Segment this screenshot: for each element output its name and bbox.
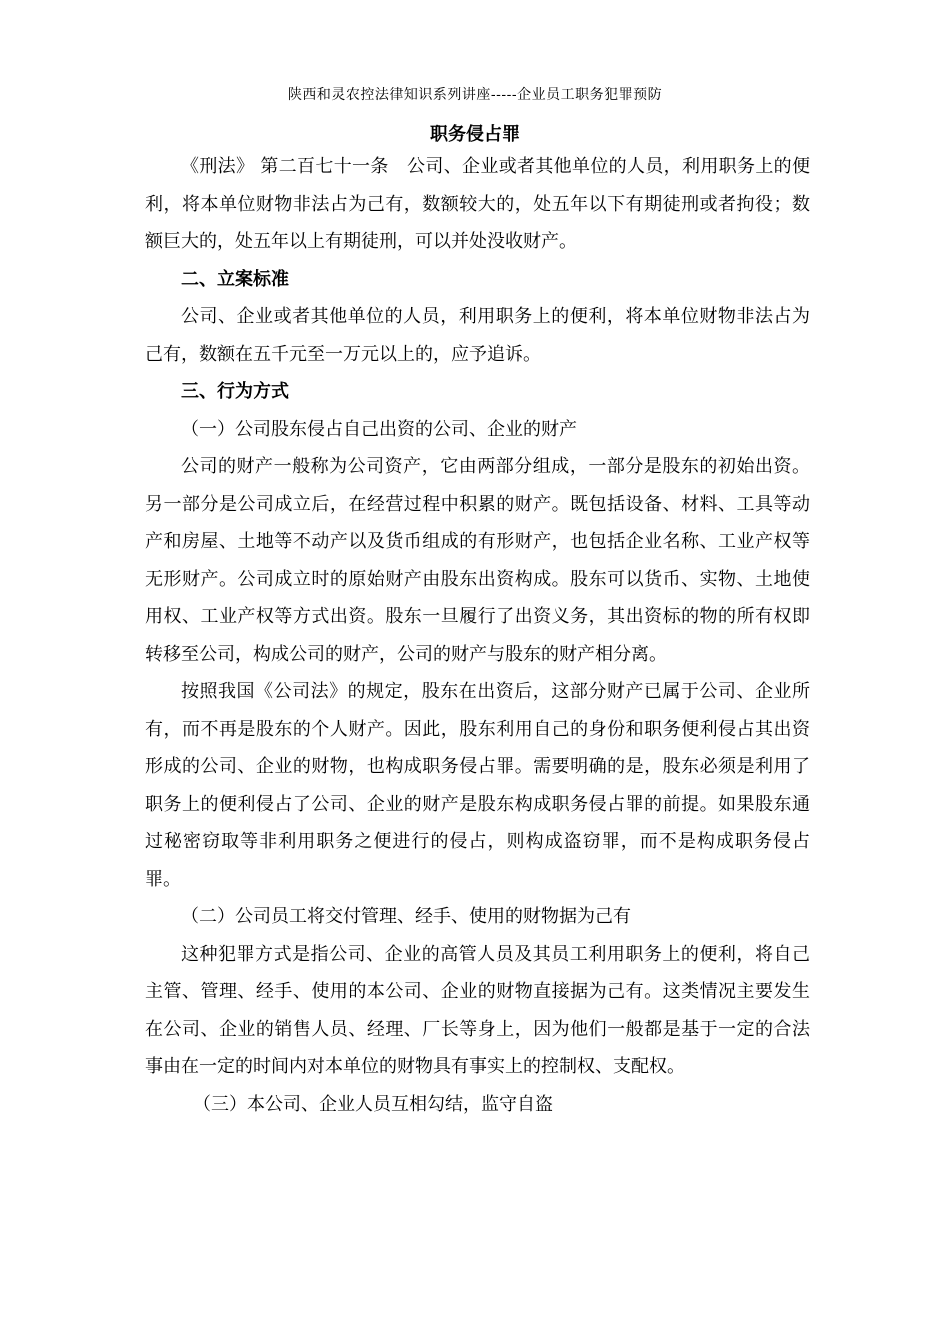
section-heading-behavior: 三、行为方式 xyxy=(181,381,289,402)
paragraph-law-article: 《刑法》 第二百七十一条 公司、企业或者其他单位的人员，利用职务上的便利，将本单位财物非法占为己有，数额较大的，处五年以下有期徒刑或者拘役；数额巨大的，处五年以上有期徒刑，可以并处没收财产。 xyxy=(145,156,810,252)
paragraph-filing-standard: 公司、企业或者其他单位的人员，利用职务上的便利，将本单位财物非法占为己有，数额在五千元至一万元以上的，应予追诉。 xyxy=(145,306,810,365)
document-body xyxy=(145,148,810,1123)
section-heading-filing-standard: 二、立案标准 xyxy=(181,268,289,290)
document-title: 职务侵占罪 xyxy=(430,124,520,145)
subheading-shareholder: （一）公司股东侵占自己出资的公司、企业的财产 xyxy=(181,418,577,440)
subheading-employee: （二）公司员工将交付管理、经手、使用的财物据为己有 xyxy=(181,906,631,927)
page-header: 陕西和灵农控法律知识系列讲座-----企业员工职务犯罪预防 xyxy=(287,87,663,103)
paragraph-company-assets: 公司的财产一般称为公司资产，它由两部分组成，一部分是股东的初始出资。另一部分是公司成立后，在经营过程中积累的财产。既包括设备、材料、工具等动产和房屋、土地等不动产以及货币组成的有形财产，也包括企业名称、工业产权等无形财产。公司成立时的原始财产由股东出资构成。股东可以货币、实物、土地使用权、工业产权等方式出资。股东一旦履行了出资义务，其出资标的物的所有权即转移至公司，构成公司的财产，公司的财产与股东的财产相分离。 xyxy=(145,456,810,665)
subheading-collusion: （三）本公司、企业人员互相勾结，监守自盗 xyxy=(193,1093,553,1115)
paragraph-company-law: 按照我国《公司法》的规定，股东在出资后，这部分财产已属于公司、企业所有，而不再是股东的个人财产。因此，股东利用自己的身份和职务便利侵占其出资形成的公司、企业的财物，也构成职务侵占罪。需要明确的是，股东必须是利用了职务上的便利侵占了公司、企业的财产是股东构成职务侵占罪的前提。如果股东通过秘密窃取等非利用职务之便进行的侵占，则构成盗窃罪，而不是构成职务侵占罪。 xyxy=(145,681,810,890)
paragraph-employee: 这种犯罪方式是指公司、企业的高管人员及其员工利用职务上的便利，将自己主管、管理、经手、使用的本公司、企业的财物直接据为己有。这类情况主要发生在公司、企业的销售人员、经理、厂长等身上，因为他们一般都是基于一定的合法事由在一定的时间内对本单位的财物具有事实上的控制权、支配权。 xyxy=(145,943,810,1077)
